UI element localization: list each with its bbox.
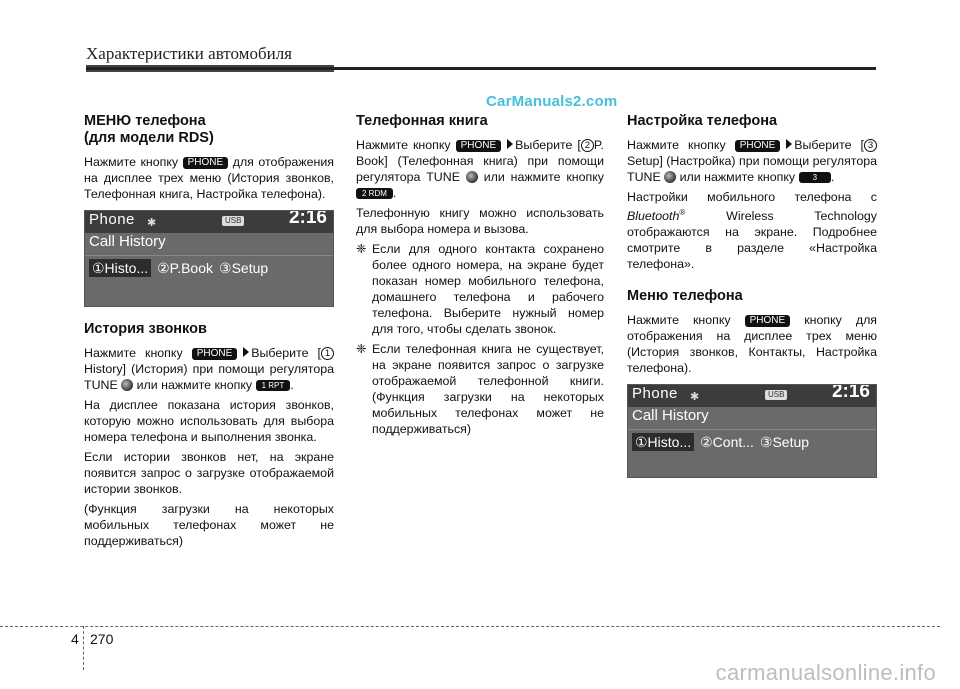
text: Если телефонная книга не существует, на экране появится запрос о загрузке отображаемой телефонной книги. (Функция загрузки на некоторых мобильных телефонах может не поддерживаться)	[372, 342, 604, 436]
arrow-icon	[786, 139, 792, 149]
bluetooth-icon: ✱	[147, 217, 157, 229]
menu-item-contacts[interactable]: ②Cont...	[700, 434, 754, 451]
circled-2-icon: 2	[581, 139, 594, 152]
para-phone-menu	[84, 154, 334, 202]
heading-phone-menu-rds-text: МЕНЮ телефона (для модели RDS)	[84, 113, 214, 146]
key-2-rdm-icon: 2 RDM	[356, 188, 393, 199]
watermark-top: CarManuals2.com	[486, 93, 618, 110]
screen-divider	[85, 255, 333, 256]
key-3-icon: 3	[799, 172, 831, 183]
phone-key-icon: PHONE	[192, 348, 238, 360]
para-call-history-4: (Функция загрузки на некоторых мобильных телефонах может не поддерживаться)	[84, 502, 334, 548]
text: или нажмите кнопку	[136, 378, 253, 392]
para-phone-menu-2	[627, 312, 877, 376]
tune-knob-icon	[466, 171, 478, 183]
circled-3-icon: 3	[864, 139, 877, 152]
para-phonebook-2: Телефонную книгу можно использовать для выбора номера и вызова.	[356, 206, 604, 236]
tune-knob-icon	[664, 171, 676, 183]
usb-badge: USB	[765, 390, 787, 400]
text: P. Book] (Телефонная книга) при помощи регулятора TUNE	[356, 138, 604, 184]
text: History] (История) при помощи регулятора TUNE	[84, 362, 334, 392]
menu-item-setup[interactable]: ③Setup	[219, 260, 269, 276]
note-1	[356, 241, 604, 337]
key-1-rpt-icon: 1 RPT	[256, 380, 291, 391]
para-call-history-3: Если истории звонков нет, на экране появится запрос о загрузке отображаемой истории звонков.	[84, 450, 334, 496]
heading-phone-menu: Меню телефона	[627, 288, 743, 305]
heading-phone-menu-rds	[84, 113, 334, 147]
menu-item-phonebook[interactable]: ②P.Book	[157, 260, 214, 276]
screen-phone-label: Phone	[632, 385, 678, 403]
phone-key-icon: PHONE	[456, 140, 502, 152]
note-mark-icon: ❈	[356, 342, 367, 356]
para-call-history-1: Нажмите кнопку PHONE Выберите [ 1History] (История) при помощи регулятора TUNE или нажмите кнопку 1 RPT .	[84, 346, 334, 392]
text: или нажмите кнопку	[483, 170, 604, 184]
text: Выберите [	[515, 138, 581, 152]
heading-phonebook: Телефонная книга	[356, 113, 488, 129]
screen-menu	[632, 434, 874, 450]
text: Нажмите кнопку	[84, 155, 179, 169]
text: Выберите [	[794, 138, 864, 152]
arrow-icon	[243, 347, 249, 357]
para-setup-2: Настройки мобильного телефона с Bluetooth® Wireless Technology отображаются на экране. Подробнее смотрите в разделе «Настройка телефона».	[627, 190, 877, 272]
screen-time: 2:16	[831, 384, 870, 403]
text: Если для одного контакта сохранено более одного номера, на экране будет показан номер мобильного телефона, домашнего телефона и рабочего телефона. Выберите нужный номер для того, чтобы сделать звонок.	[372, 242, 604, 336]
column-1	[84, 113, 334, 553]
text: Нажмите кнопку	[627, 138, 726, 152]
menu-item-setup[interactable]: ③Setup	[759, 434, 810, 451]
screen-subtitle: Call History	[89, 233, 166, 250]
usb-badge: USB	[222, 216, 244, 226]
chapter-number: 4	[71, 631, 79, 647]
bluetooth-icon: ✱	[690, 391, 700, 404]
text: Настройки мобильного телефона с	[627, 190, 877, 204]
heading-call-history: История звонков	[84, 321, 207, 337]
note-mark-icon: ❈	[356, 242, 367, 256]
text: для отображения на дисплее трех меню (История звонков, Телефонная книга, Настройка телефона).	[84, 155, 334, 201]
page-number: 270	[90, 631, 114, 647]
screen-time: 2:16	[288, 210, 327, 228]
note-2	[356, 341, 604, 437]
footer-divider	[83, 626, 84, 670]
screen-subtitle: Call History	[632, 407, 709, 425]
text: Setup] (Настройка) при помощи регулятора TUNE	[627, 154, 877, 184]
text: Выберите [	[251, 346, 321, 360]
header-rule	[86, 67, 876, 70]
display-screenshot-1	[84, 210, 334, 307]
text: Wireless Technology отображаются на экране. Подробнее смотрите в разделе «Настройка телефона».	[627, 209, 877, 272]
display-screenshot-2	[627, 384, 877, 478]
para-call-history-2: На дисплее показана история звонков, которую можно использовать для выбора номера телефона и выполнения звонка.	[84, 398, 334, 444]
phone-key-icon: PHONE	[735, 140, 781, 152]
phone-key-icon: PHONE	[745, 315, 791, 327]
text: кнопку для отображения на дисплее трех меню (История звонков, Контакты, Настройка телефона).	[627, 313, 878, 376]
menu-item-history[interactable]: ①Histo...	[89, 259, 151, 277]
watermark-bottom: carmanualsonline.info	[715, 660, 936, 685]
footer-rule	[0, 626, 940, 627]
text: Нажмите кнопку	[84, 346, 183, 360]
arrow-icon	[507, 139, 513, 149]
screen-phone-label: Phone	[89, 211, 135, 228]
circled-1-icon: 1	[321, 347, 334, 360]
column-3	[627, 113, 877, 492]
menu-item-history[interactable]: ①Histo...	[632, 433, 694, 451]
text: Нажмите кнопку	[356, 138, 451, 152]
column-2	[356, 113, 604, 441]
heading-phone-setup: Настройка телефона	[627, 113, 778, 129]
tune-knob-icon	[121, 379, 133, 391]
para-setup-1: Нажмите кнопку PHONE Выберите [ 3Setup] (Настройка) при помощи регулятора TUNE или нажмите кнопку 3 .	[627, 138, 877, 184]
screen-menu	[89, 260, 331, 276]
running-header: Характеристики автомобиля	[86, 44, 292, 63]
text: Нажмите кнопку	[627, 313, 731, 328]
bluetooth-text: Bluetooth	[627, 209, 680, 224]
para-phonebook-1: Нажмите кнопку PHONE Выберите [ 2 P. Book] (Телефонная книга) при помощи регулятора TUNE или нажмите кнопку 2 RDM .	[356, 138, 604, 200]
phone-key-icon: PHONE	[183, 157, 229, 169]
screen-divider	[628, 429, 876, 430]
text: или нажмите кнопку	[679, 170, 796, 184]
